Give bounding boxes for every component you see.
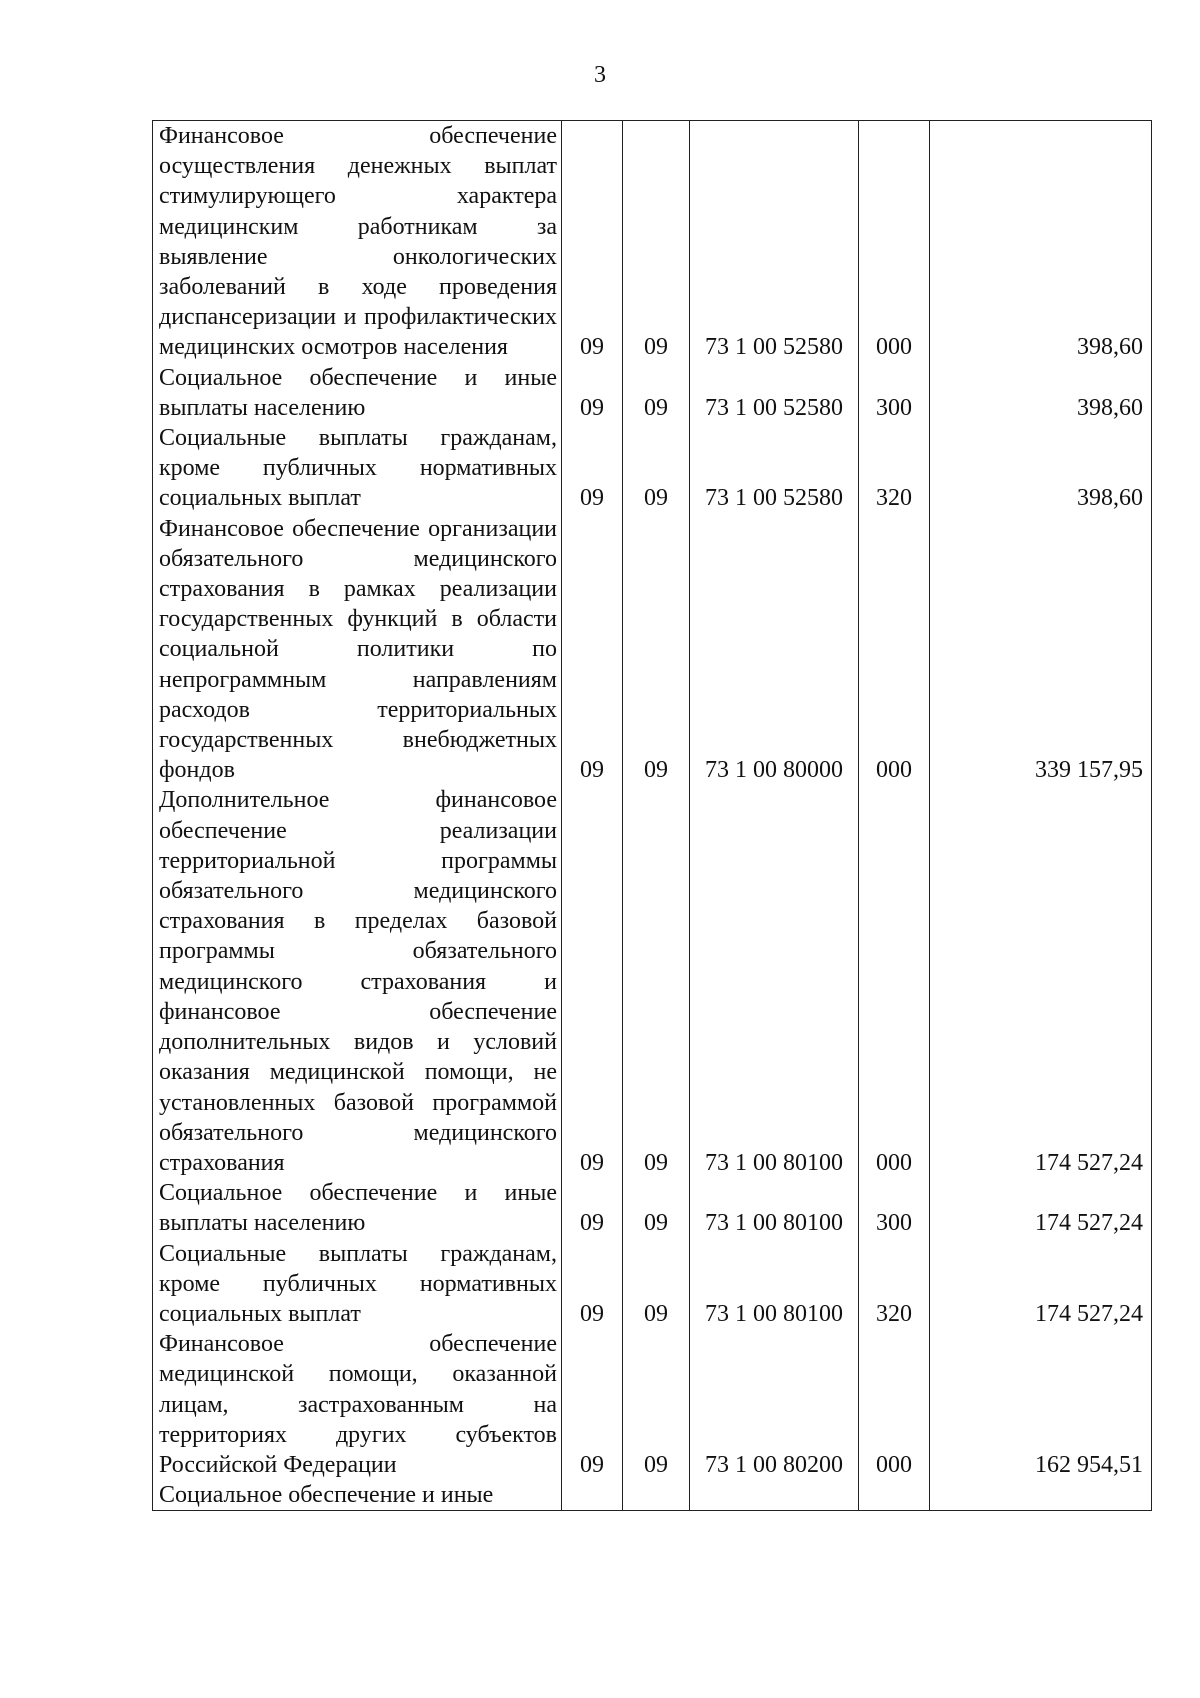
expense-type-cell: 000 — [859, 121, 930, 363]
subsection-cell: 09 — [623, 514, 690, 786]
amount-cell: 398,60 — [930, 363, 1152, 423]
target-code-cell: 73 1 00 80100 — [690, 1178, 859, 1238]
target-code-cell: 73 1 00 80100 — [690, 785, 859, 1178]
table-row — [153, 423, 1152, 514]
item-name-cell — [153, 423, 562, 514]
section-cell — [562, 1480, 623, 1511]
subsection-cell: 09 — [623, 121, 690, 363]
expense-type-cell: 320 — [859, 1239, 930, 1330]
item-name-cell — [153, 1480, 562, 1511]
item-name-cell — [153, 1178, 562, 1238]
item-name-text: Социальное обеспечение и иные выплаты населению — [159, 1180, 557, 1237]
amount-cell: 174 527,24 — [930, 1178, 1152, 1238]
item-name-text: Дополнительное финансовое обеспечение реализации территориальной программы обязательного медицинского страхования в пределах базовой программы обязательного медицинского страхования и финансовое обеспечение дополнительных видов и условий оказания медицинской помощи, не установленных базовой программой обязательного медицинского страхования — [159, 787, 557, 1176]
target-code-cell: 73 1 00 80000 — [690, 514, 859, 786]
section-cell: 09 — [562, 363, 623, 423]
item-name-text: Социальные выплаты гражданам, кроме публичных нормативных социальных выплат — [159, 1240, 557, 1327]
item-name-text: Финансовое обеспечение медицинской помощи, оказанной лицам, застрахованным на территориях других субъектов Российской Федерации — [159, 1331, 557, 1478]
budget-table — [152, 120, 1152, 1511]
subsection-cell: 09 — [623, 1329, 690, 1480]
expense-type-cell: 000 — [859, 1329, 930, 1480]
amount-cell: 174 527,24 — [930, 785, 1152, 1178]
amount-cell: 162 954,51 — [930, 1329, 1152, 1480]
item-name-cell — [153, 514, 562, 786]
page-number: 3 — [594, 62, 606, 88]
expense-type-cell — [859, 1480, 930, 1511]
item-name-text: Социальное обеспечение и иные выплаты населению — [159, 364, 557, 421]
table-row — [153, 514, 1152, 786]
item-name-cell — [153, 1329, 562, 1480]
section-cell: 09 — [562, 1329, 623, 1480]
target-code-cell: 73 1 00 80200 — [690, 1329, 859, 1480]
section-cell: 09 — [562, 121, 623, 363]
expense-type-cell: 300 — [859, 363, 930, 423]
subsection-cell: 09 — [623, 363, 690, 423]
item-name-cell — [153, 1239, 562, 1330]
item-name-text: Финансовое обеспечение организации обязательного медицинского страхования в рамках реализации государственных функций в области социальной политики по непрограммным направлениям расходов территориальных государственных внебюджетных фондов — [159, 515, 557, 784]
subsection-cell — [623, 1480, 690, 1511]
amount-cell — [930, 1480, 1152, 1511]
section-cell: 09 — [562, 785, 623, 1178]
expense-type-cell: 320 — [859, 423, 930, 514]
subsection-cell: 09 — [623, 423, 690, 514]
subsection-cell: 09 — [623, 785, 690, 1178]
budget-table-body — [153, 121, 1152, 1511]
expense-type-cell: 000 — [859, 514, 930, 786]
item-name-text: Финансовое обеспечение осуществления денежных выплат стимулирующего характера медицинским работникам за выявление онкологических заболеваний в ходе проведения диспансеризации и профилактических медицинских осмотров населения — [159, 123, 557, 361]
section-cell: 09 — [562, 1178, 623, 1238]
target-code-cell — [690, 1480, 859, 1511]
amount-cell: 174 527,24 — [930, 1239, 1152, 1330]
amount-cell: 398,60 — [930, 121, 1152, 363]
item-name-cell — [153, 363, 562, 423]
section-cell: 09 — [562, 423, 623, 514]
item-name-text: Социальное обеспечение и иные — [159, 1482, 494, 1509]
table-row — [153, 785, 1152, 1178]
target-code-cell: 73 1 00 52580 — [690, 121, 859, 363]
amount-cell: 339 157,95 — [930, 514, 1152, 786]
table-row — [153, 363, 1152, 423]
table-row — [153, 1480, 1152, 1511]
expense-type-cell: 300 — [859, 1178, 930, 1238]
table-row — [153, 121, 1152, 363]
section-cell: 09 — [562, 514, 623, 786]
amount-cell: 398,60 — [930, 423, 1152, 514]
table-row — [153, 1239, 1152, 1330]
target-code-cell: 73 1 00 80100 — [690, 1239, 859, 1330]
subsection-cell: 09 — [623, 1178, 690, 1238]
item-name-text: Социальные выплаты гражданам, кроме публичных нормативных социальных выплат — [159, 425, 557, 512]
table-row — [153, 1329, 1152, 1480]
target-code-cell: 73 1 00 52580 — [690, 363, 859, 423]
expense-type-cell: 000 — [859, 785, 930, 1178]
item-name-cell — [153, 785, 562, 1178]
section-cell: 09 — [562, 1239, 623, 1330]
subsection-cell: 09 — [623, 1239, 690, 1330]
target-code-cell: 73 1 00 52580 — [690, 423, 859, 514]
item-name-cell — [153, 121, 562, 363]
table-row — [153, 1178, 1152, 1238]
